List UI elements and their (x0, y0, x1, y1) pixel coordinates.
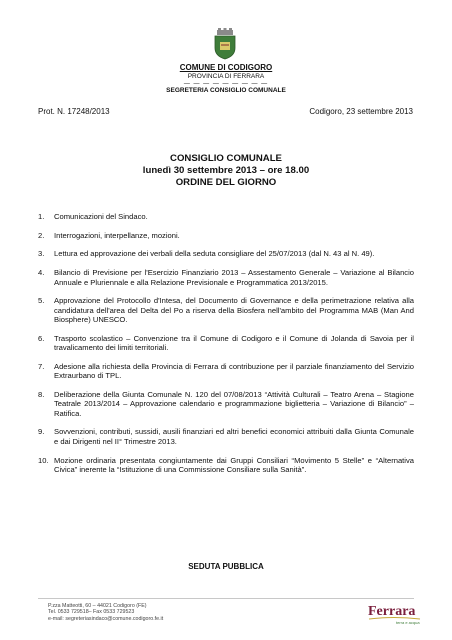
municipal-crest-icon (212, 28, 238, 60)
agenda-item-number: 3. (38, 249, 45, 259)
agenda-item-number: 1. (38, 212, 45, 221)
agenda-item-text: Bilancio di Previsione per l'Esercizio Finanziario 2013 – Assestamento Generale – Variazione al Bilancio Annuale e Pluriennale e alla Relazione Previsionale e Programmatica 2013/2015. (54, 268, 414, 287)
agenda-item (38, 231, 414, 240)
agenda-item-number: 8. (38, 389, 45, 399)
meeting-date: lunedì 30 settembre 2013 – ore 18.00 (142, 165, 310, 176)
agenda-heading: ORDINE DEL GIORNO (175, 177, 277, 188)
footer-contacts (48, 603, 163, 622)
footer-address: P.zza Matteotti, 60 – 44021 Codigoro (FE) (48, 603, 147, 609)
agenda-item (38, 390, 414, 418)
svg-text:Ferrara: Ferrara (368, 604, 416, 619)
agenda-item (38, 296, 414, 324)
agenda-item (38, 334, 414, 353)
agenda-item-text: Mozione ordinaria presentata congiuntamente dai Gruppi Consiliari “Movimento 5 Stelle” e “Alternativa Civica” inerente la “Istituzione di una Commissione Consiliare sulla Sanità”. (54, 455, 414, 474)
agenda-item-text: Lettura ed approvazione dei verbali della seduta consigliare del 25/07/2013 (dal N. 43 al N. 49). (54, 249, 375, 259)
agenda-item-text: Comunicazioni del Sindaco. (54, 212, 148, 221)
svg-text:terra e acqua: terra e acqua (396, 620, 420, 625)
document-title (0, 153, 452, 189)
agenda-item-number: 10. (38, 455, 49, 465)
footer-email: e-mail: segreteriasindaco@comune.codigoro.fe.it (48, 615, 164, 622)
agenda-item-text: Sovvenzioni, contributi, sussidi, ausili finanziari ed altri benefici economici attribuiti dalla Giunta Comunale e dai Dirigenti nel II° Trimestre 2013. (54, 427, 414, 446)
agenda-list (38, 212, 414, 484)
agenda-item (38, 456, 414, 475)
place-date: Codigoro, 23 settembre 2013 (309, 107, 413, 116)
ferrara-logo (366, 600, 422, 626)
agenda-item-number: 7. (38, 361, 45, 371)
agenda-item-text: Deliberazione della Giunta Comunale N. 120 del 07/08/2013 “Attività Culturali – Teatro Arena – Stagione Teatrale 2013/2014 – Approvazione calendario e programmazione biglietteria – Variazione di Bilancio” – Ratifica. (54, 389, 414, 418)
agenda-item-number: 5. (38, 296, 45, 306)
office-name: SEGRETERIA CONSIGLIO COMUNALE (166, 87, 286, 94)
agenda-item-number: 6. (38, 333, 45, 343)
agenda-item-text: Adesione alla richiesta della Provincia di Ferrara di contribuzione per il parziale finanziamento del Servizio Extraurbano di TPL. (54, 361, 414, 381)
agenda-item (38, 249, 414, 258)
footer-divider (38, 598, 414, 599)
council-title: CONSIGLIO COMUNALE (170, 153, 282, 164)
agenda-item-text: Trasporto scolastico – Convenzione tra il Comune di Codigoro e il Comune di Jolanda di Savoia per il travalicamento dei limiti territoriali. (54, 333, 414, 353)
footer-phone: Tel. 0533 729518– Fax 0533 729523 (48, 609, 135, 616)
agenda-item (38, 268, 414, 287)
agenda-item (38, 212, 414, 221)
agenda-item-text: Interrogazioni, interpellanze, mozioni. (54, 230, 180, 240)
agenda-item-number: 4. (38, 268, 45, 278)
letterhead (0, 63, 452, 95)
agenda-item-number: 2. (38, 230, 45, 240)
header-divider: — — — — — — — — — (183, 81, 269, 87)
public-session-label: SEDUTA PUBBLICA (188, 562, 264, 571)
agenda-item-number: 9. (38, 427, 45, 437)
agenda-item (38, 362, 414, 381)
agenda-item-text: Approvazione del Protocollo d'Intesa, del Documento di Governance e della perimetrazione relativa alla candidatura dell'area del Delta del Po a riserva della Biosfera nell'ambito del Programma MAB (Man And Biosphere) UNESCO. (54, 296, 414, 325)
province-name: PROVINCIA DI FERRARA (187, 73, 265, 80)
agenda-item (38, 427, 414, 446)
municipality-name: COMUNE DI CODIGORO (179, 63, 273, 72)
protocol-number: Prot. N. 17248/2013 (38, 107, 110, 116)
